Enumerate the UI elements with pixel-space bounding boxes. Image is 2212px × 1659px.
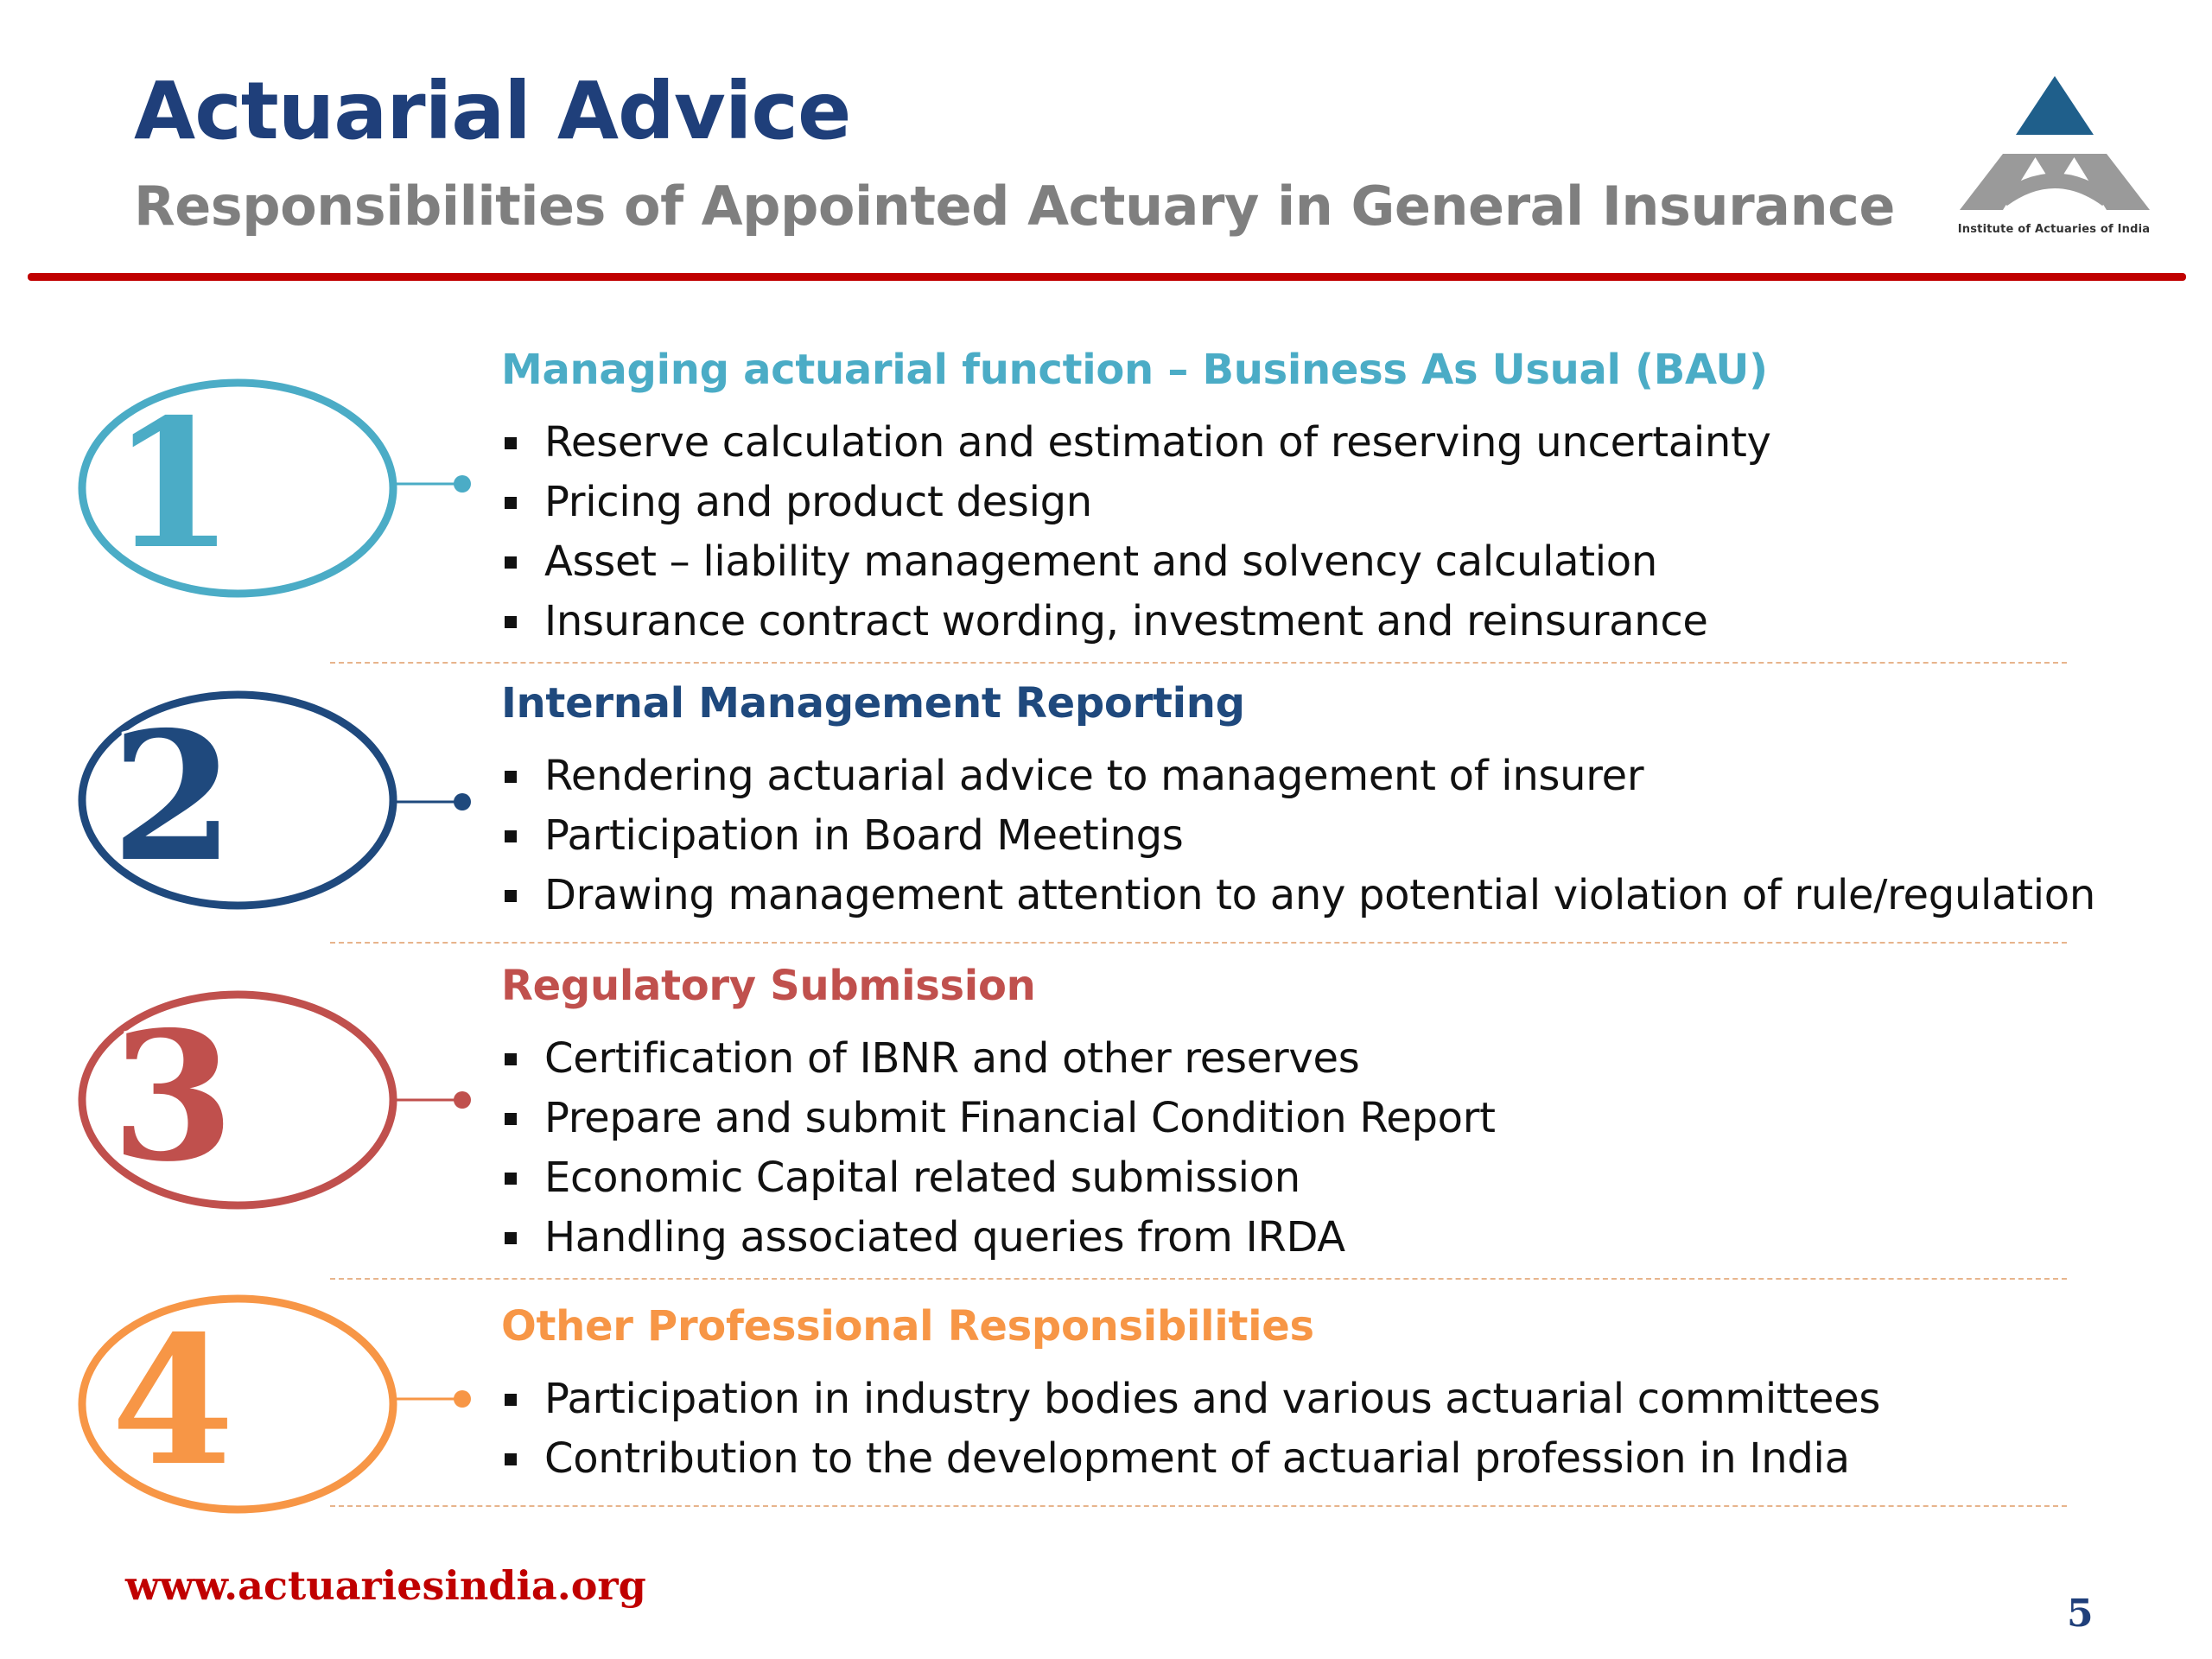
number-badge-3 [73,970,488,1212]
number-badge-4 [73,1283,488,1525]
title-rule [28,273,2186,281]
bullet-item [501,1089,1496,1148]
bullet-text: Participation in industry bodies and various actuarial committees [544,1375,1881,1423]
bullet-list [501,1029,1496,1268]
badge-number: 3 [111,994,235,1201]
slide-subtitle: Responsibilities of Appointed Actuary in General Insurance [134,175,1895,238]
bullet-item [501,1029,1496,1089]
bullet-text: Prepare and submit Financial Condition Report [544,1094,1496,1142]
bullet-square [505,616,517,628]
bullet-square [505,890,517,902]
bullet-list [501,747,2095,925]
institute-logo [1942,67,2167,249]
bullet-text: Handling associated queries from IRDA [544,1213,1345,1262]
page-number: 5 [2067,1592,2094,1636]
logo-caption: Institute of Actuaries of India [1957,223,2151,236]
badge-number: 1 [111,381,235,588]
bullet-square [505,1232,517,1244]
bullet-item [501,1148,1496,1208]
bullet-square [505,556,517,569]
bullet-text: Economic Capital related submission [544,1154,1300,1202]
bullet-item [501,866,2095,925]
bullet-square [505,830,517,842]
bullet-text: Contribution to the development of actuarial profession in India [544,1434,1850,1483]
section-divider [330,1278,2067,1280]
bullet-square [505,1453,517,1465]
bullet-text: Participation in Board Meetings [544,811,1184,860]
connector-dot [454,1390,471,1408]
bullet-list [501,1370,1880,1489]
bullet-item [501,1208,1496,1268]
section-divider [330,662,2067,664]
bullet-text: Pricing and product design [544,478,1092,526]
bullet-text: Insurance contract wording, investment and reinsurance [544,597,1708,645]
bullet-item [501,473,1771,532]
bullet-item [501,1370,1880,1429]
bullet-text: Rendering actuarial advice to management of insurer [544,752,1644,800]
bullet-square [505,1053,517,1065]
bullet-square [505,497,517,509]
badge-number: 4 [111,1298,235,1505]
slide-title: Actuarial Advice [134,65,851,157]
badge-number: 2 [111,694,235,901]
section-heading: Regulatory Submission [501,962,1036,1010]
bullet-text: Asset – liability management and solvency calculation [544,537,1657,586]
bullet-item [501,532,1771,592]
bullet-item [501,592,1771,652]
section-heading: Internal Management Reporting [501,679,1245,728]
section-heading: Other Professional Responsibilities [501,1302,1314,1351]
bullet-square [505,437,517,449]
number-badge-1 [73,346,488,588]
bullet-text: Certification of IBNR and other reserves [544,1034,1360,1083]
number-badge-2 [73,679,488,921]
bullet-item [501,413,1771,473]
connector-dot [454,475,471,493]
section-divider [330,1505,2067,1507]
bullet-square [505,771,517,783]
bullet-list [501,413,1771,652]
section-heading: Managing actuarial function – Business As Usual (BAU) [501,346,1768,394]
bullet-square [505,1173,517,1185]
bullet-text: Reserve calculation and estimation of reserving uncertainty [544,418,1771,467]
bullet-text: Drawing management attention to any potential violation of rule/regulation [544,871,2095,919]
connector-dot [454,793,471,810]
connector-dot [454,1091,471,1109]
bullet-item [501,747,2095,806]
bullet-square [505,1394,517,1406]
bullet-square [505,1113,517,1125]
section-divider [330,942,2067,944]
bullet-item [501,806,2095,866]
footer-website-url[interactable]: www.actuariesindia.org [125,1562,646,1609]
bullet-item [501,1429,1880,1489]
logo-top-triangle [2016,76,2094,135]
